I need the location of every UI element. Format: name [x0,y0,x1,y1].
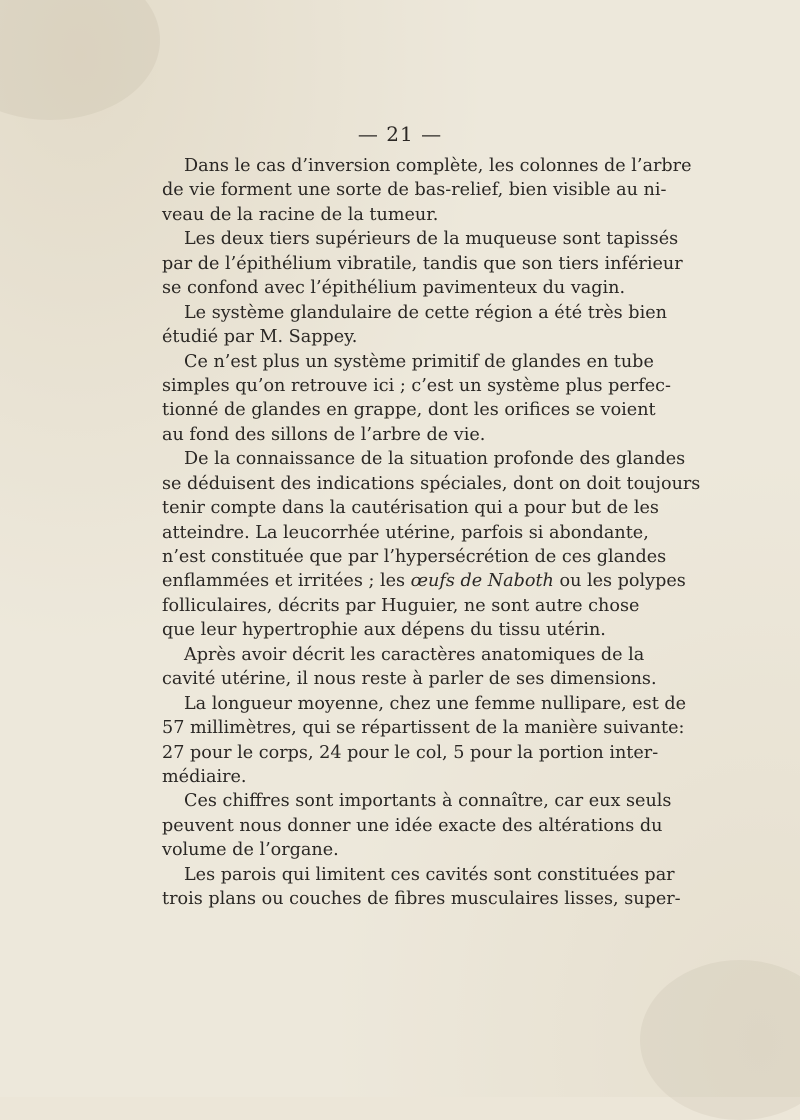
text-line: médiaire. [162,766,247,787]
text-line: Dans le cas d’inversion complète, les colonnes de l’arbre [184,156,692,176]
text-segment: ou les polypes [553,571,686,592]
page-number: — 21 — [357,122,443,146]
text-line: se confond avec l’épithélium pavimenteux du vagin. [162,278,626,299]
text-line: atteindre. La leucorrhée utérine, parfois si abondante, [162,522,649,543]
text-line: que leur hypertrophie aux dépens du tissu utérin. [162,620,606,641]
text-line-with-italic [162,569,686,593]
text-line: Les deux tiers supérieurs de la muqueuse sont tapissés [184,229,679,250]
text-line: trois plans ou couches de fibres musculaires lisses, super- [162,889,681,910]
text-line: tenir compte dans la cautérisation qui a pour but de les [162,498,659,519]
text-line: volume de l’organe. [162,840,339,861]
text-line: au fond des sillons de l’arbre de vie. [162,424,486,445]
text-line: Ce n’est plus un système primitif de glandes en tube [184,351,654,372]
text-line: Le système glandulaire de cette région a été très bien [184,302,667,323]
text-line: n’est constituée que par l’hypersécrétion de ces glandes [162,547,667,567]
text-line: étudié par M. Sappey. [162,327,358,348]
italic-term: œufs de Naboth [410,571,554,592]
text-line: 57 millimètres, qui se répartissent de la manière suivante: [162,718,685,739]
text-line: Les parois qui limitent ces cavités sont constituées par [184,864,675,885]
text-line: simples qu’on retrouve ici ; c’est un système plus perfec- [162,375,671,396]
body-text [162,154,701,912]
paper-stain [0,0,160,120]
text-line: tionné de glandes en grappe, dont les orifices se voient [162,400,656,421]
text-line: La longueur moyenne, chez une femme nullipare, est de [184,693,687,714]
paper-stain [640,960,800,1120]
text-line: Ces chiffres sont importants à connaître, car eux seuls [184,791,672,812]
text-line: de vie forment une sorte de bas-relief, bien visible au ni- [162,180,667,201]
text-line: Après avoir décrit les caractères anatomiques de la [184,644,645,665]
text-line: veau de la racine de la tumeur. [162,204,439,225]
text-line: De la connaissance de la situation profonde des glandes [184,449,686,470]
text-segment: enflammées et irritées ; les [162,571,411,592]
text-line: peuvent nous donner une idée exacte des altérations du [162,815,663,836]
text-line: par de l’épithélium vibratile, tandis que son tiers inférieur [162,253,683,274]
text-line: se déduisent des indications spéciales, dont on doit toujours [162,473,701,494]
text-line: 27 pour le corps, 24 pour le col, 5 pour la portion inter- [162,742,659,763]
text-line: folliculaires, décrits par Huguier, ne sont autre chose [162,595,640,616]
text-line: cavité utérine, il nous reste à parler de ses dimensions. [162,669,657,690]
